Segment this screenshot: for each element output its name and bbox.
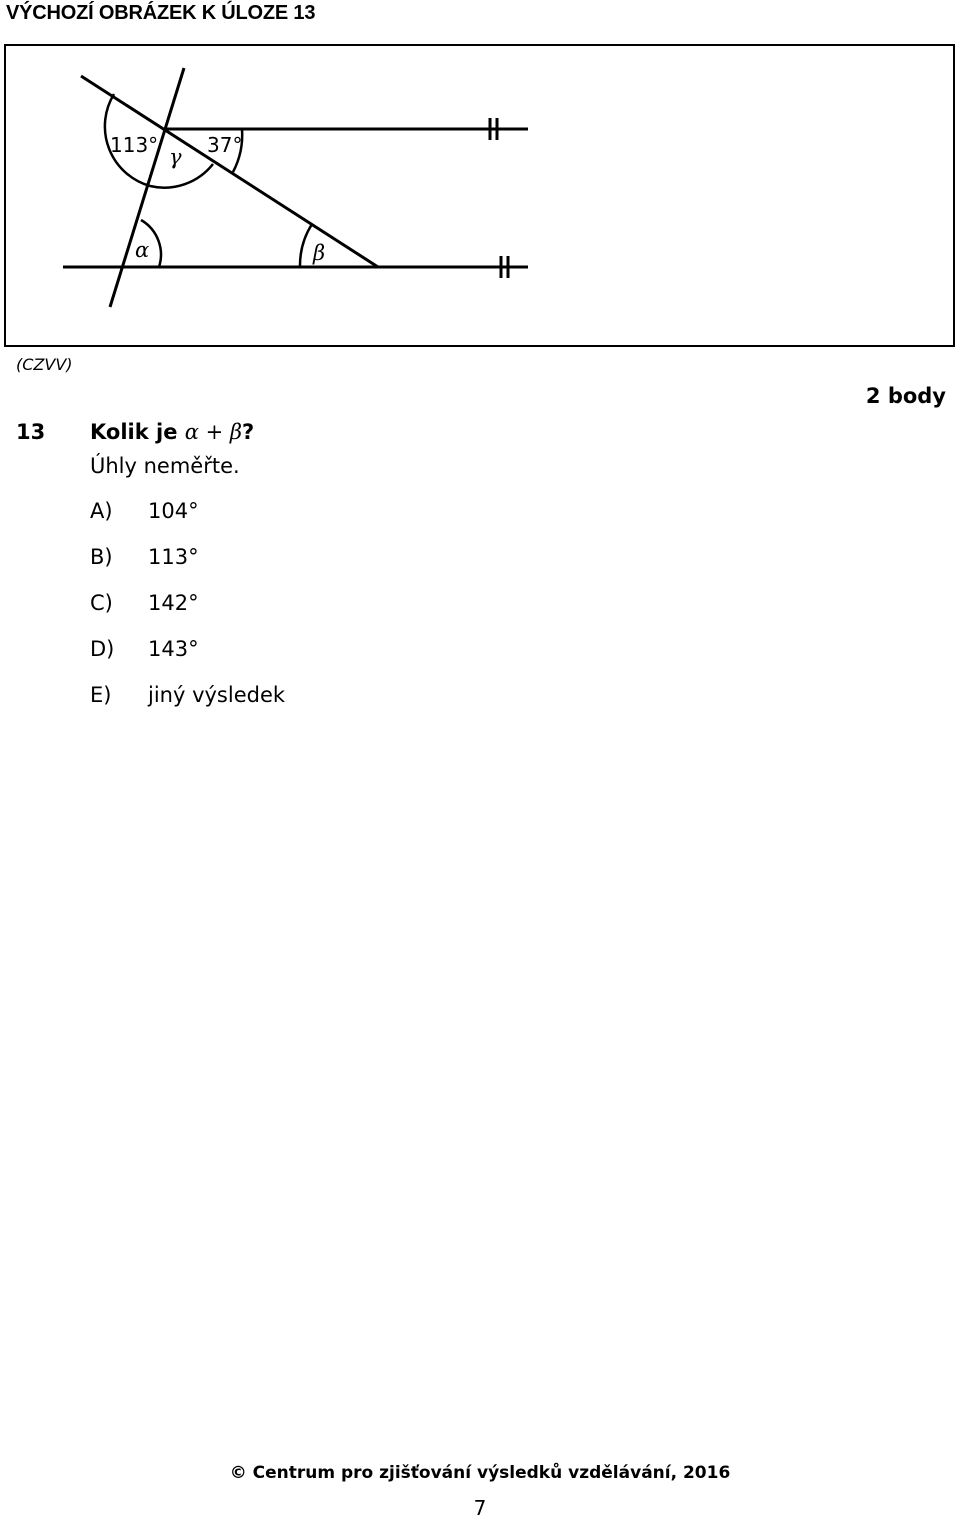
option-b[interactable] (90, 545, 285, 591)
question-alpha: α (184, 420, 199, 444)
copyright-footer: © Centrum pro zjišťování výsledků vzdělávání, 2016 (229, 1463, 731, 1483)
question-plus: + (198, 420, 230, 444)
figure-box (4, 44, 955, 347)
option-value: 143° (148, 637, 199, 661)
arc-beta (300, 224, 312, 267)
label-113: 113° (110, 133, 159, 157)
option-letter: B) (90, 545, 113, 569)
option-e[interactable] (90, 683, 285, 729)
option-c[interactable] (90, 591, 285, 637)
geometry-figure (6, 46, 957, 349)
page-number: 7 (473, 1496, 487, 1520)
question-beta: β (229, 420, 243, 444)
question-prefix: Kolik je (90, 420, 185, 444)
option-value: jiný výsledek (148, 683, 286, 707)
question-instruction: Úhly neměřte. (90, 454, 240, 478)
label-alpha: α (135, 238, 150, 262)
label-beta: β (313, 241, 326, 265)
source-note: (CZVV) (16, 355, 73, 374)
label-gamma: γ (169, 145, 182, 169)
question-number: 13 (16, 420, 46, 444)
label-37: 37° (207, 133, 243, 157)
option-letter: D) (90, 637, 115, 661)
option-a[interactable] (90, 499, 285, 545)
option-letter: C) (90, 591, 113, 615)
option-value: 113° (148, 545, 199, 569)
answer-options (90, 499, 285, 729)
question-suffix: ? (242, 420, 255, 444)
points-value: 2 body (865, 384, 946, 408)
option-value: 142° (148, 591, 199, 615)
option-d[interactable] (90, 637, 285, 683)
option-value: 104° (148, 499, 199, 523)
option-letter: E) (90, 683, 112, 707)
option-letter: A) (90, 499, 113, 523)
question-text (90, 420, 254, 444)
page-heading: VÝCHOZÍ OBRÁZEK K ÚLOZE 13 (6, 2, 316, 24)
